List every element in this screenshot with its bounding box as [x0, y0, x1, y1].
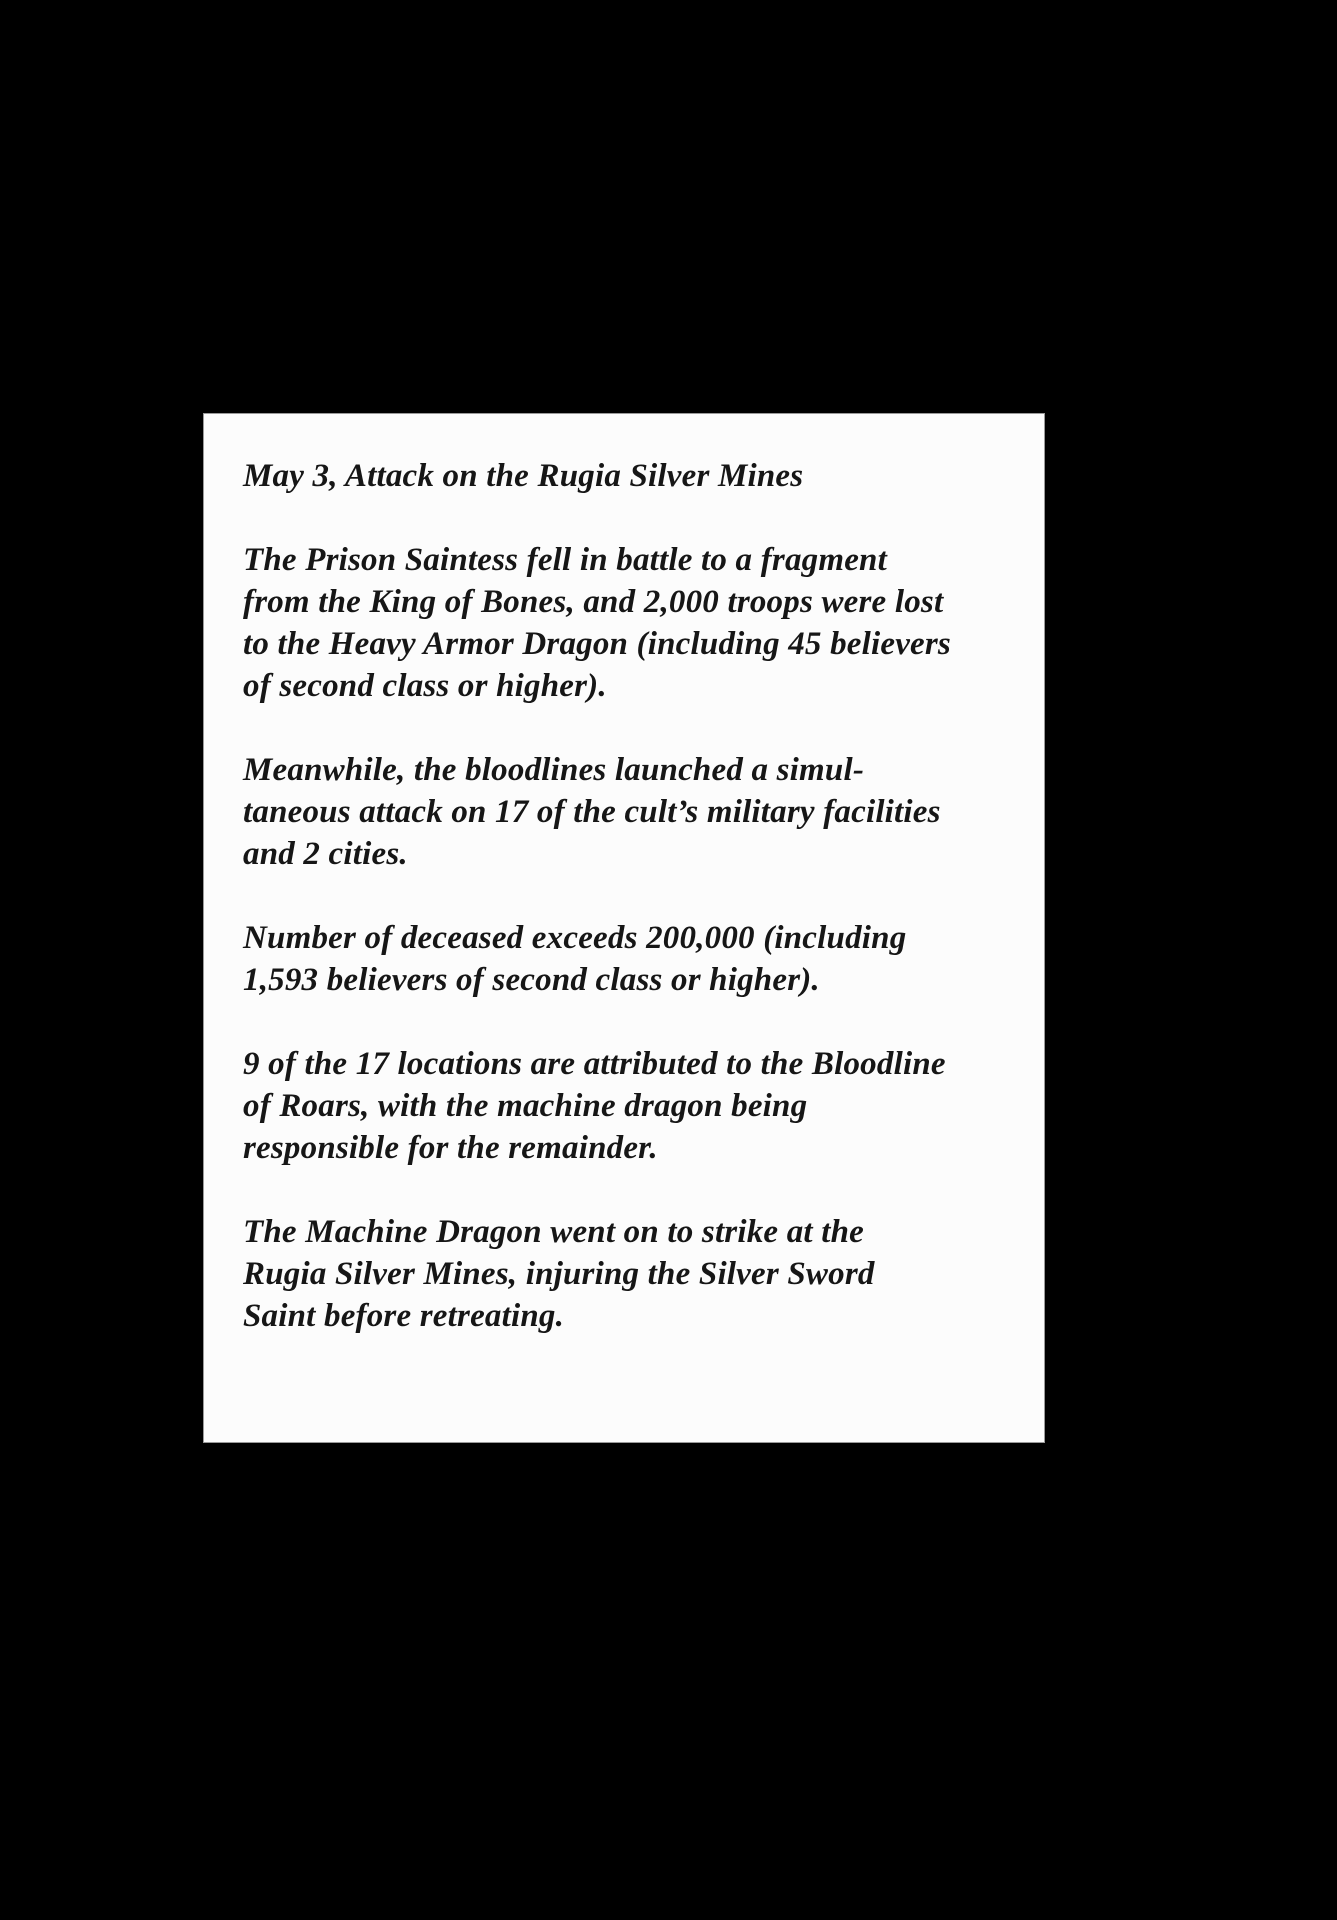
text-line: to the Heavy Armor Dragon (including 45 believers [243, 626, 951, 662]
text-line: The Machine Dragon went on to strike at the [243, 1214, 865, 1250]
paragraph-casualties [243, 917, 1007, 1001]
text-line: 1,593 believers of second class or higher). [243, 962, 820, 998]
paragraph-bloodlines-attack [243, 749, 1007, 875]
text-line: Number of deceased exceeds 200,000 (including [243, 920, 907, 956]
text-line: of second class or higher). [243, 668, 607, 704]
text-line: from the King of Bones, and 2,000 troops were lost [243, 584, 944, 620]
text-line: responsible for the remainder. [243, 1130, 658, 1166]
text-line: Saint before retreating. [243, 1298, 565, 1334]
paragraph-battle-report [243, 539, 1007, 707]
text-line: taneous attack on 17 of the cult’s military facilities [243, 794, 941, 830]
paragraph-machine-dragon [243, 1211, 1007, 1337]
text-line: 9 of the 17 locations are attributed to the Bloodline [243, 1046, 946, 1082]
document-card [203, 413, 1045, 1443]
text-line: and 2 cities. [243, 836, 408, 872]
text-line: Meanwhile, the bloodlines launched a simul- [243, 752, 865, 788]
text-line: The Prison Saintess fell in battle to a fragment [243, 542, 887, 578]
document-content [203, 413, 1045, 1337]
paragraph-attribution [243, 1043, 1007, 1169]
text-line: Rugia Silver Mines, injuring the Silver Sword [243, 1256, 875, 1292]
document-title: May 3, Attack on the Rugia Silver Mines [243, 458, 804, 494]
text-line: of Roars, with the machine dragon being [243, 1088, 808, 1124]
